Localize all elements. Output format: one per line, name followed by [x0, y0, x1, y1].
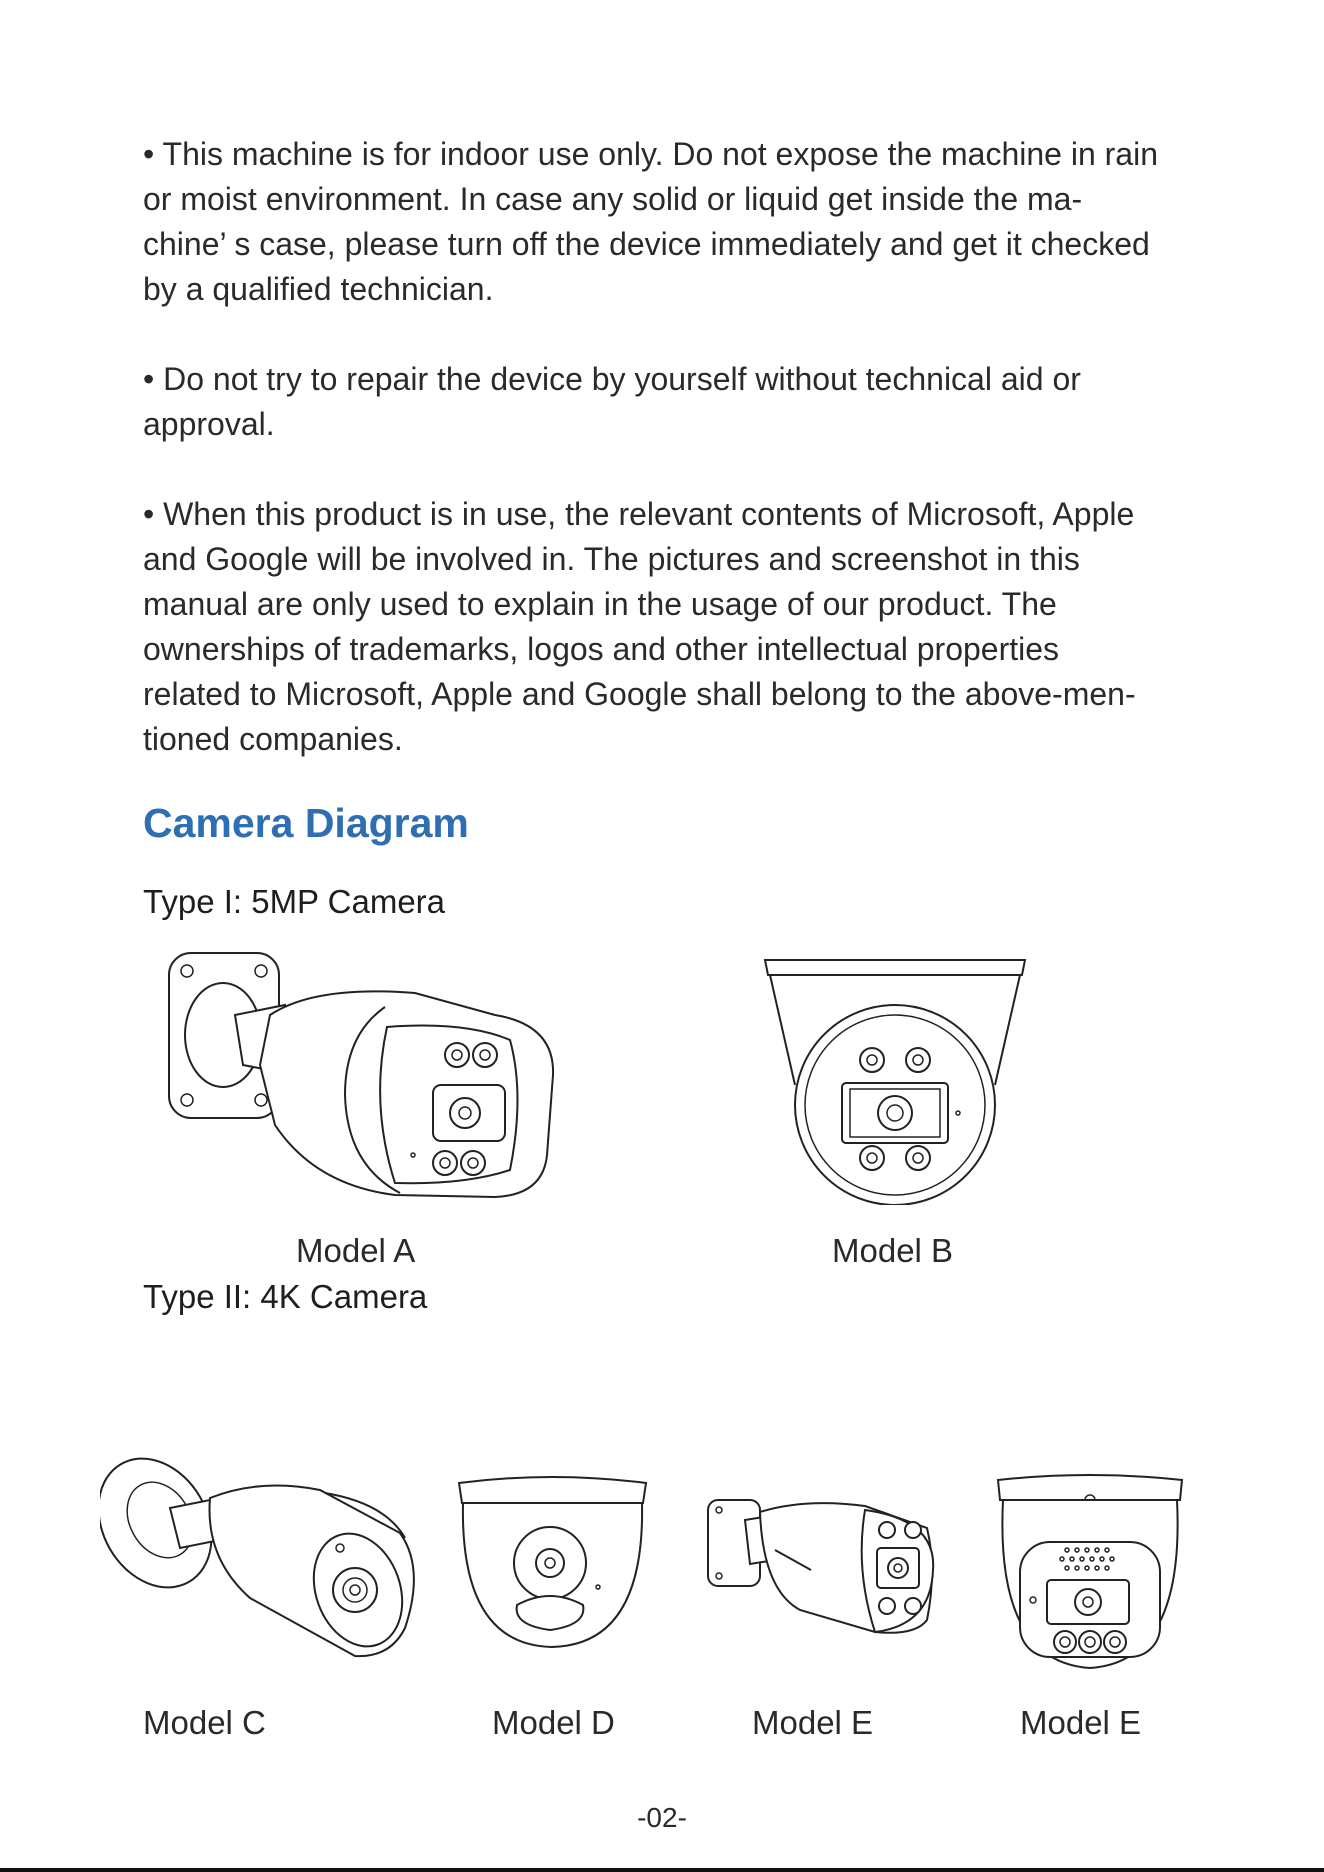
model-b-turret-camera-drawing	[760, 955, 1030, 1205]
trademark-paragraph: • When this product is in use, the relevant contents of Microsoft, Apple and Google will be involved in. The pictures and screenshot in this manual are only used to explain in the usage of our product. The ownerships of trademarks, logos and other intellectual properties related to Microsoft, Apple and Google shall belong to the above-men- tioned companies.	[143, 496, 1136, 757]
model-a-caption: Model A	[296, 1232, 416, 1269]
bottom-rule	[0, 1868, 1324, 1872]
safety-paragraph-repair: • Do not try to repair the device by yourself without technical aid or approval.	[143, 361, 1081, 442]
type1-label: Type I: 5MP Camera	[143, 883, 446, 920]
model-d-caption: Model D	[492, 1704, 615, 1741]
model-a-bullet-camera-drawing	[165, 945, 565, 1205]
model-b-caption: Model B	[832, 1232, 954, 1269]
model-c-caption: Model C	[143, 1704, 266, 1741]
model-e-turret-camera-drawing	[995, 1472, 1185, 1672]
safety-paragraph-indoor: • This machine is for indoor use only. Do not expose the machine in rain or moist environment. In case any solid or liquid get inside the ma- chine’ s case, please turn off the device immediately and get it checked by a qualified technician.	[143, 136, 1158, 307]
section-title: Camera Diagram	[143, 800, 469, 846]
page-number: -02-	[637, 1802, 687, 1833]
model-e-bullet-camera-drawing	[705, 1490, 940, 1640]
type2-label: Type II: 4K Camera	[143, 1278, 428, 1315]
model-d-turret-camera-drawing	[455, 1475, 650, 1650]
model-c-bullet-camera-drawing	[100, 1448, 420, 1668]
model-e-caption-2: Model E	[1020, 1704, 1142, 1741]
model-e-caption: Model E	[752, 1704, 874, 1741]
